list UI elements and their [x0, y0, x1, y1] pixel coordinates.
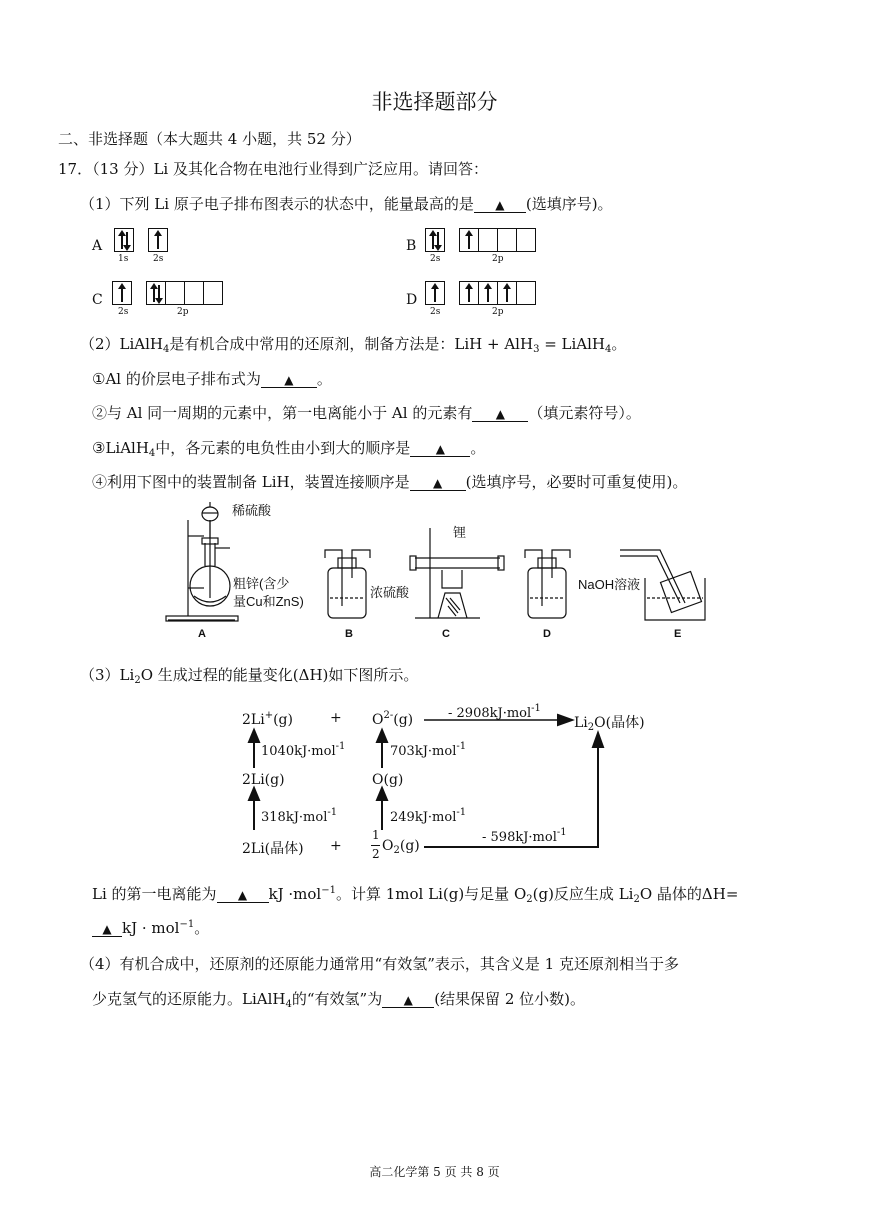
q17-intro: 17．（13 分）Li 及其化合物在电池行业得到广泛应用。请回答：	[58, 160, 488, 178]
q17-item4: ④利用下图中的装置制备 LiH，装置连接顺序是 ▲ (选填序号，必要时可重复使用)。	[92, 473, 688, 491]
cycle-e703: 703kJ·mol$^{-1}$	[390, 741, 467, 759]
apparatus-label-a: A	[198, 628, 206, 640]
cycle-e318: 318kJ·mol$^{-1}$	[261, 807, 338, 825]
orbital-label: 2p	[492, 307, 504, 317]
cycle-lattice-energy: - 2908kJ·mol$^{-1}$	[448, 703, 541, 721]
orbital-label: 2s	[430, 307, 441, 317]
answer-blank[interactable]: ▲	[474, 196, 526, 213]
part-header: 二、非选择题（本大题共 4 小题，共 52 分）	[58, 130, 361, 148]
q17-part2: （2）LiAlH$_4$是有机合成中常用的还原剂，制备方法是：LiH + AlH$_3$ = LiAlH$_4$。	[80, 335, 627, 355]
apparatus-label-c: C	[442, 628, 450, 640]
apparatus-label-e: E	[674, 628, 682, 640]
q17-part4-line1: （4）有机合成中，还原剂的还原能力通常用“有效氢”表示，其含义是 1 克还原剂相当于多	[80, 955, 679, 973]
q17-part3-question-line2: ▲ kJ · mol$^{-1}$。	[92, 917, 209, 938]
orbital-label: 2p	[177, 307, 189, 317]
cycle-e1040: 1040kJ·mol$^{-1}$	[261, 741, 346, 759]
q17-item2: ②与 Al 同一周期的元素中，第一电离能小于 Al 的元素有 ▲ （填元素符号）。	[92, 404, 641, 422]
answer-blank[interactable]: ▲	[382, 991, 434, 1008]
page-footer: 高二化学第 5 页 共 8 页	[369, 1165, 500, 1179]
orbital-label: 1s	[118, 254, 129, 264]
cycle-li2o: $Li_2O$(晶体)	[574, 715, 645, 733]
answer-blank[interactable]: ▲	[92, 920, 122, 937]
orbital-label: 2p	[492, 254, 504, 264]
answer-blank[interactable]: ▲	[472, 405, 528, 422]
cycle-o2: $O_2(g)$	[382, 838, 420, 856]
q17-part3: $(3)Li_2O$ 生成过程的能量变化(ΔH)如下图所示。	[80, 666, 419, 686]
cycle-half-bar	[371, 845, 380, 846]
label-naoh: NaOH溶液	[578, 577, 641, 592]
orbital-label: 2s	[430, 254, 441, 264]
answer-blank[interactable]: ▲	[410, 474, 466, 491]
q17-item3: ③LiAlH$_4$中，各元素的电负性由小到大的顺序是 ▲ 。	[92, 439, 486, 459]
label-zinc-line2: 量Cu和ZnS)	[233, 594, 304, 609]
answer-blank[interactable]: ▲	[261, 371, 317, 388]
orbital-label: 2s	[153, 254, 164, 264]
label-lithium: 锂	[453, 525, 467, 540]
cycle-half-den: 2	[372, 847, 380, 861]
q17-part1: （1）下列 Li 原子电子排布图表示的状态中，能量最高的是 ▲ (选填序号)。	[80, 195, 613, 213]
q17-item1: ①Al 的价层电子排布式为 ▲ 。	[92, 370, 332, 388]
apparatus-label-b: B	[345, 628, 353, 640]
option-label: D	[406, 292, 418, 308]
cycle-li-solid: 2Li(晶体)	[242, 841, 304, 857]
cycle-half-num: 1	[372, 828, 380, 842]
cycle-li-ion: 2Li+(g)	[242, 710, 293, 728]
cycle-plus-top: +	[330, 710, 342, 726]
label-zinc-line1: 粗锌(含少	[233, 576, 290, 591]
cycle-o-ion: $O^{2-}(g)$	[372, 710, 414, 728]
option-label: A	[92, 238, 103, 254]
cycle-li-gas: 2Li(g)	[242, 772, 285, 788]
section-title: 非选择题部分	[371, 90, 498, 114]
label-dilute-acid: 稀硫酸	[232, 503, 272, 518]
answer-blank[interactable]: ▲	[217, 886, 269, 903]
label-conc-acid: 浓硫酸	[370, 585, 410, 600]
answer-blank[interactable]: ▲	[410, 440, 470, 457]
cycle-o-gas: O(g)	[372, 772, 404, 788]
q17-part3-question: Li 的第一电离能为 ▲ kJ ·mol$^{-1}$。计算 1mol Li(g)与足量 $O_2(g)$反应生成 $Li_2O$ 晶体的ΔH=	[92, 885, 739, 905]
apparatus-label-d: D	[543, 628, 551, 640]
cycle-e598: - 598kJ·mol$^{-1}$	[482, 827, 567, 845]
option-label: C	[92, 292, 103, 308]
option-label: B	[406, 238, 417, 254]
cycle-e249: 249kJ·mol$^{-1}$	[390, 807, 467, 825]
cycle-plus-bottom: +	[330, 838, 342, 854]
q17-part4-line2: 少克氢气的还原能力。LiAlH$_4$的“有效氢”为 ▲ (结果保留 2 位小数)。	[92, 990, 585, 1010]
orbital-label: 2s	[118, 307, 129, 317]
